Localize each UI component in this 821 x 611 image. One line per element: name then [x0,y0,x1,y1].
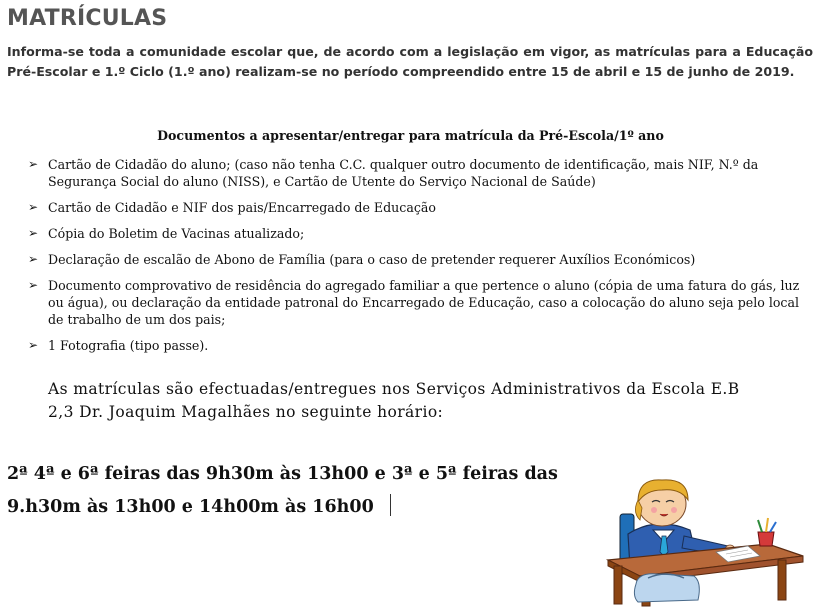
hours-line-2-text: 9.h30m às 13h00 e 14h00m às 16h00 [7,497,374,517]
documents-heading: Documentos a apresentar/entregar para matrícula da Pré-Escola/1º ano [157,128,664,143]
arrow-bullet-icon: ➢ [28,226,39,240]
list-item-text: Cópia do Boletim de Vacinas atualizado; [48,226,305,241]
text-cursor [390,494,391,516]
child-at-desk-illustration [598,472,813,607]
list-item [28,337,818,354]
list-item [28,251,818,268]
list-item-text: Documento comprovativo de residência do agregado familiar a que pertence o aluno (cópia de uma fatura do gás, luz ou água), ou declaração da entidade patronal do Encarregado de Educação, caso a colocação do aluno seja pelo local de trabalho de um dos pais; [48,278,800,327]
list-item [28,156,818,190]
list-item-text: Cartão de Cidadão do aluno; (caso não tenha C.C. qualquer outro documento de identificação, mais NIF, N.º da Segurança Social do aluno (NISS), e Cartão de Utente do Serviço Nacional de Saúde) [48,157,759,189]
arrow-bullet-icon: ➢ [28,200,39,214]
arrow-bullet-icon: ➢ [28,252,39,266]
opening-hours [7,458,607,524]
list-item-text: 1 Fotografia (tipo passe). [48,338,209,353]
list-item [28,225,818,242]
documents-list [28,156,818,363]
schedule-intro: As matrículas são efectuadas/entregues nos Serviços Administrativos da Escola E.B 2,3 Dr. Joaquim Magalhães no seguinte horário: [48,380,740,421]
list-item [28,277,818,328]
arrow-bullet-icon: ➢ [28,278,39,292]
list-item-text: Declaração de escalão de Abono de Família (para o caso de pretender requerer Auxílios Económicos) [48,252,696,267]
arrow-bullet-icon: ➢ [28,338,39,352]
hours-line-2 [7,491,607,524]
page-title: MATRÍCULAS [7,6,168,31]
list-item-text: Cartão de Cidadão e NIF dos pais/Encarregado de Educação [48,200,436,215]
list-item [28,199,818,216]
arrow-bullet-icon: ➢ [28,157,39,171]
intro-paragraph: Informa-se toda a comunidade escolar que, de acordo com a legislação em vigor, as matrículas para a Educação Pré-Escolar e 1.º Ciclo (1.º ano) realizam-se no período compreendido entre 15 de abril e 15 de junho de 2019. [7,44,813,79]
hours-line-1: 2ª 4ª e 6ª feiras das 9h30m às 13h00 e 3ª e 5ª feiras das [7,464,558,484]
